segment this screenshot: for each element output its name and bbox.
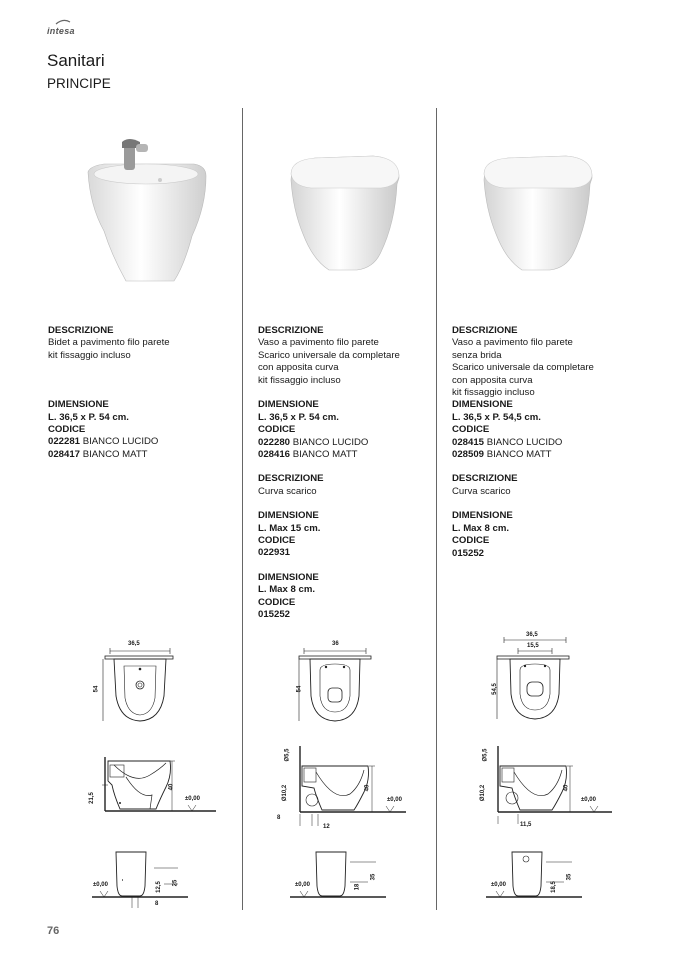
dimension-diameter-1: Ø5,5 bbox=[284, 748, 291, 762]
dimension-value: L. Max 15 cm. bbox=[258, 522, 321, 534]
dimension-width: 36 bbox=[332, 641, 339, 647]
floor-level: ±0,00 bbox=[295, 882, 310, 888]
code-row: 022280 BIANCO LUCIDO bbox=[258, 436, 369, 448]
code-label: CODICE bbox=[258, 596, 296, 608]
dimension-width: 36,5 bbox=[526, 632, 538, 638]
wc-side-view-drawing bbox=[294, 742, 412, 832]
bidet-photo bbox=[84, 136, 210, 284]
dimension-label: DIMENSIONE bbox=[452, 399, 513, 411]
floor-level: ±0,00 bbox=[387, 797, 402, 803]
code-value: 015252 bbox=[258, 609, 291, 621]
dimension-height: 40 bbox=[168, 783, 175, 791]
code-value: 022931 bbox=[258, 547, 291, 559]
dimension-width: 36,5 bbox=[128, 641, 140, 647]
dimension-depth: 54 bbox=[296, 685, 303, 693]
product-info-wc-rimless bbox=[452, 325, 632, 560]
code-label: CODICE bbox=[48, 424, 86, 436]
page-subtitle: PRINCIPE bbox=[47, 76, 111, 91]
dimension-label: DIMENSIONE bbox=[258, 399, 319, 411]
column-divider bbox=[242, 108, 243, 910]
code-value: 015252 bbox=[452, 547, 485, 559]
dimension-diameter-2: Ø10,2 bbox=[480, 784, 487, 802]
code-label: CODICE bbox=[258, 424, 296, 436]
dimension-label: DIMENSIONE bbox=[452, 510, 513, 522]
product-info-bidet bbox=[48, 325, 228, 461]
wc-top-view-drawing bbox=[296, 640, 376, 726]
description-line: kit fissaggio incluso bbox=[452, 387, 535, 399]
code-row: 028509 BIANCO MATT bbox=[452, 449, 552, 461]
dimension-height: 40 bbox=[364, 784, 371, 792]
description-line: con apposita curva bbox=[258, 362, 339, 374]
description-line: kit fissaggio incluso bbox=[258, 374, 341, 386]
description-label: DESCRIZIONE bbox=[258, 473, 324, 485]
brand-logo: intesa bbox=[47, 26, 75, 36]
dimension-value: L. Max 8 cm. bbox=[452, 522, 510, 534]
dimension-value: L. Max 8 cm. bbox=[258, 584, 316, 596]
dimension-front-b: 35 bbox=[370, 873, 377, 881]
dimension-front-c: 8 bbox=[155, 901, 159, 907]
code-row: 028415 BIANCO LUCIDO bbox=[452, 436, 563, 448]
code-row: 028416 BIANCO MATT bbox=[258, 449, 358, 461]
description-line: Vaso a pavimento filo parete bbox=[258, 337, 379, 349]
dimension-bottom: 11,5 bbox=[520, 822, 532, 828]
dimension-front-a: 18 bbox=[354, 883, 361, 891]
code-row: 028417 BIANCO MATT bbox=[48, 448, 148, 460]
dimension-bottom-2: 12 bbox=[323, 824, 330, 830]
code-label: CODICE bbox=[452, 424, 490, 436]
dimension-depth: 54,5 bbox=[491, 683, 498, 695]
dimension-front-b: 25 bbox=[172, 879, 179, 887]
dimension-depth: 54 bbox=[93, 685, 100, 693]
dimension-value: L. 36,5 x P. 54 cm. bbox=[48, 411, 129, 423]
description-line: kit fissaggio incluso bbox=[48, 349, 131, 361]
dimension-label: DIMENSIONE bbox=[258, 571, 319, 583]
description-line: Scarico universale da completare bbox=[258, 349, 400, 361]
code-label: CODICE bbox=[452, 535, 490, 547]
code-label: CODICE bbox=[258, 535, 296, 547]
description-line: Curva scarico bbox=[452, 485, 511, 497]
floor-level: ±0,00 bbox=[581, 797, 596, 803]
dimension-value: L. 36,5 x P. 54,5 cm. bbox=[452, 411, 541, 423]
product-info-wc bbox=[258, 325, 438, 622]
code-row: 022281 BIANCO LUCIDO bbox=[48, 436, 159, 448]
dimension-front-b: 35 bbox=[566, 873, 573, 881]
dimension-front-a: 12,5 bbox=[155, 881, 162, 893]
dimension-diameter-2: Ø10,2 bbox=[282, 784, 289, 802]
page-number: 76 bbox=[47, 925, 60, 937]
wc-rimless-photo bbox=[478, 154, 596, 272]
dimension-bottom-1: 8 bbox=[277, 815, 281, 821]
description-line: Scarico universale da completare bbox=[452, 362, 594, 374]
dimension-label: DIMENSIONE bbox=[258, 510, 319, 522]
description-label: DESCRIZIONE bbox=[452, 473, 518, 485]
description-line: Vaso a pavimento filo parete bbox=[452, 337, 573, 349]
wc-rimless-side-view-drawing bbox=[492, 742, 616, 832]
dimension-front-a: 18,5 bbox=[550, 881, 557, 893]
floor-level: ±0,00 bbox=[491, 882, 506, 888]
description-line: con apposita curva bbox=[452, 374, 533, 386]
description-label: DESCRIZIONE bbox=[452, 325, 518, 336]
description-label: DESCRIZIONE bbox=[258, 325, 324, 336]
description-line: Curva scarico bbox=[258, 485, 317, 497]
dimension-diameter-1: Ø5,5 bbox=[482, 748, 489, 762]
dimension-label: DIMENSIONE bbox=[48, 399, 109, 411]
floor-level: ±0,00 bbox=[185, 796, 200, 802]
brand-logo-swoosh-icon bbox=[56, 19, 70, 25]
dimension-left: 21,5 bbox=[88, 792, 95, 804]
dimension-height: 40 bbox=[563, 784, 570, 792]
dimension-value: L. 36,5 x P. 54 cm. bbox=[258, 411, 339, 423]
bidet-front-view-drawing bbox=[92, 846, 192, 908]
bidet-top-view-drawing bbox=[100, 640, 180, 726]
floor-level: ±0,00 bbox=[93, 882, 108, 888]
wc-photo bbox=[285, 154, 403, 272]
description-label: DESCRIZIONE bbox=[48, 325, 114, 336]
bidet-side-view-drawing bbox=[100, 755, 218, 815]
description-line: senza brida bbox=[452, 349, 502, 361]
description-line: Bidet a pavimento filo parete bbox=[48, 337, 170, 349]
page-title: Sanitari bbox=[47, 51, 105, 70]
dimension-inner: 15,5 bbox=[527, 643, 539, 649]
